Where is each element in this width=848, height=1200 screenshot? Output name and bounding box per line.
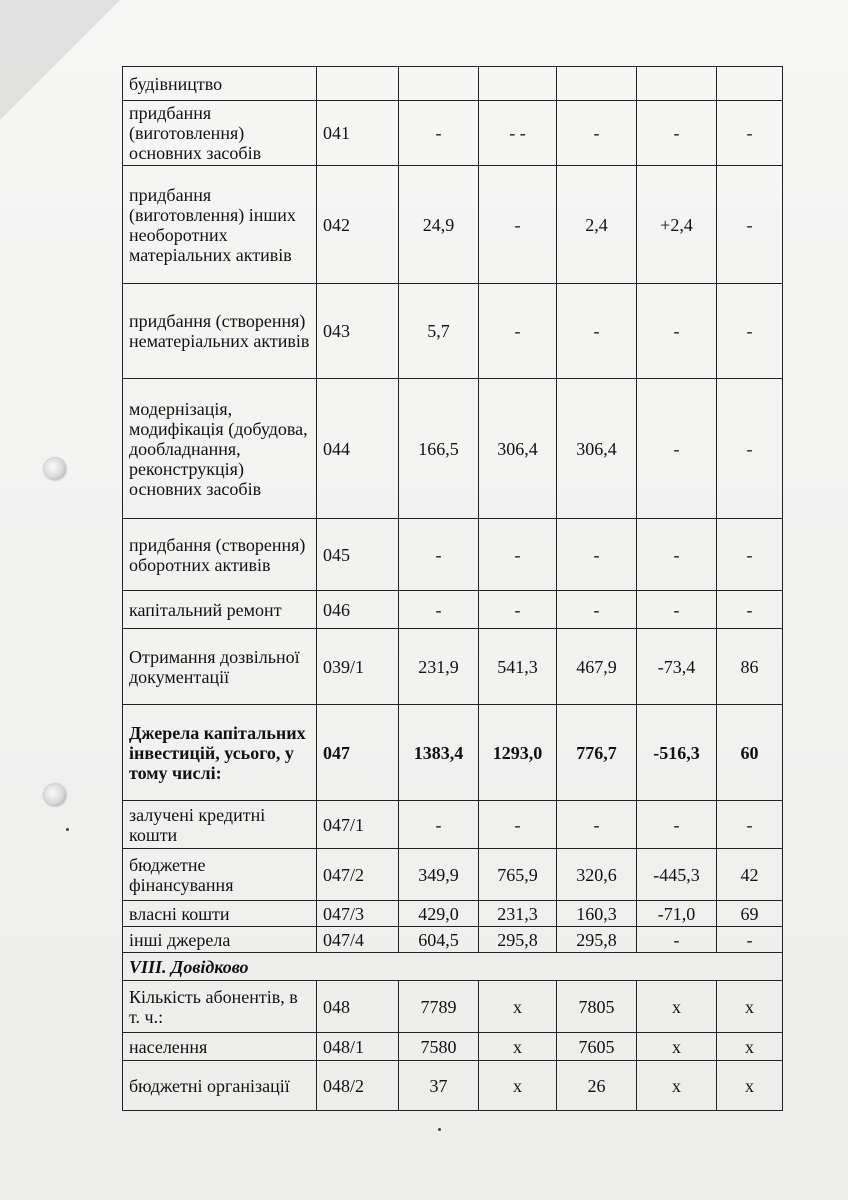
value-cell-3: 2,4 (557, 166, 637, 284)
value-cell-2: - (479, 166, 557, 284)
value-cell-1: - (399, 591, 479, 629)
value-cell-5: х (717, 1033, 783, 1061)
value-cell-3: - (557, 519, 637, 591)
value-cell-2: х (479, 1033, 557, 1061)
table-row (123, 519, 783, 591)
value-cell-4: - (637, 801, 717, 849)
value-cell-5: - (717, 379, 783, 519)
value-cell-4: -516,3 (637, 705, 717, 801)
value-cell-3: 320,6 (557, 849, 637, 901)
value-cell-3: 776,7 (557, 705, 637, 801)
row-code-cell: 045 (317, 519, 399, 591)
value-cell-5: - (717, 801, 783, 849)
row-name-cell: бюджетне фінансування (123, 849, 317, 901)
value-cell-1: 24,9 (399, 166, 479, 284)
value-cell-1: 7789 (399, 981, 479, 1033)
value-cell-2: х (479, 981, 557, 1033)
table-row (123, 101, 783, 166)
value-cell-4: +2,4 (637, 166, 717, 284)
value-cell-4 (637, 67, 717, 101)
value-cell-3: - (557, 284, 637, 379)
value-cell-5: 60 (717, 705, 783, 801)
section-title: VIII. Довідково (123, 953, 783, 981)
value-cell-3: - (557, 801, 637, 849)
value-cell-4: - (637, 101, 717, 166)
value-cell-5: 42 (717, 849, 783, 901)
row-name-cell: придбання (виготовлення) основних засобів (123, 101, 317, 166)
value-cell-2: - (479, 284, 557, 379)
row-name-cell: капітальний ремонт (123, 591, 317, 629)
row-code-cell: 048/1 (317, 1033, 399, 1061)
value-cell-4: х (637, 1061, 717, 1111)
row-name-cell: Кількість абонентів, в т. ч.: (123, 981, 317, 1033)
row-code-cell: 047/3 (317, 901, 399, 927)
value-cell-5: - (717, 591, 783, 629)
row-code-cell: 041 (317, 101, 399, 166)
financial-table (122, 66, 783, 1111)
value-cell-2: 231,3 (479, 901, 557, 927)
value-cell-4: - (637, 927, 717, 953)
value-cell-5: 86 (717, 629, 783, 705)
value-cell-5 (717, 67, 783, 101)
value-cell-2: 765,9 (479, 849, 557, 901)
table-row (123, 629, 783, 705)
value-cell-2: 306,4 (479, 379, 557, 519)
value-cell-2: - (479, 801, 557, 849)
row-name-cell: будівництво (123, 67, 317, 101)
punch-hole-top (44, 458, 66, 480)
value-cell-2: - - (479, 101, 557, 166)
value-cell-1: 7580 (399, 1033, 479, 1061)
value-cell-2: 1293,0 (479, 705, 557, 801)
value-cell-5: х (717, 981, 783, 1033)
folded-corner (0, 0, 120, 120)
value-cell-1: - (399, 101, 479, 166)
row-code-cell: 048 (317, 981, 399, 1033)
row-name-cell: придбання (створення) оборотних активів (123, 519, 317, 591)
value-cell-3: 7605 (557, 1033, 637, 1061)
value-cell-4: -445,3 (637, 849, 717, 901)
value-cell-3: 7805 (557, 981, 637, 1033)
table-row (123, 801, 783, 849)
value-cell-3: 295,8 (557, 927, 637, 953)
row-name-cell: залучені кредитні кошти (123, 801, 317, 849)
row-code-cell: 047/2 (317, 849, 399, 901)
row-code-cell (317, 67, 399, 101)
row-code-cell: 039/1 (317, 629, 399, 705)
table-row (123, 166, 783, 284)
row-code-cell: 043 (317, 284, 399, 379)
row-name-cell: Джерела капітальних інвестицій, усього, у тому числі: (123, 705, 317, 801)
row-name-cell: бюджетні організації (123, 1061, 317, 1111)
table-row (123, 284, 783, 379)
value-cell-4: - (637, 591, 717, 629)
row-code-cell: 044 (317, 379, 399, 519)
table-row (123, 1033, 783, 1061)
table-row (123, 591, 783, 629)
table-row (123, 379, 783, 519)
value-cell-3: 26 (557, 1061, 637, 1111)
row-name-cell: населення (123, 1033, 317, 1061)
value-cell-1: 604,5 (399, 927, 479, 953)
value-cell-4: х (637, 981, 717, 1033)
value-cell-1: 37 (399, 1061, 479, 1111)
row-code-cell: 048/2 (317, 1061, 399, 1111)
value-cell-3: 160,3 (557, 901, 637, 927)
value-cell-3: - (557, 591, 637, 629)
table-row (123, 981, 783, 1033)
value-cell-5: - (717, 166, 783, 284)
value-cell-1: 5,7 (399, 284, 479, 379)
value-cell-5: - (717, 519, 783, 591)
value-cell-3 (557, 67, 637, 101)
value-cell-1 (399, 67, 479, 101)
table-row (123, 849, 783, 901)
value-cell-2 (479, 67, 557, 101)
ink-dot (438, 1128, 441, 1131)
value-cell-4: - (637, 284, 717, 379)
value-cell-2: 295,8 (479, 927, 557, 953)
table-row (123, 1061, 783, 1111)
value-cell-5: х (717, 1061, 783, 1111)
row-code-cell: 046 (317, 591, 399, 629)
value-cell-3: - (557, 101, 637, 166)
value-cell-5: - (717, 101, 783, 166)
table-row (123, 927, 783, 953)
table-row (123, 67, 783, 101)
row-name-cell: модернізація, модифікація (добудова, дообладнання, реконструкція) основних засобів (123, 379, 317, 519)
value-cell-2: х (479, 1061, 557, 1111)
value-cell-4: - (637, 519, 717, 591)
value-cell-1: 1383,4 (399, 705, 479, 801)
value-cell-2: - (479, 591, 557, 629)
row-name-cell: Отримання дозвільної документації (123, 629, 317, 705)
value-cell-5: - (717, 927, 783, 953)
table-row (123, 901, 783, 927)
value-cell-2: 541,3 (479, 629, 557, 705)
value-cell-1: 349,9 (399, 849, 479, 901)
value-cell-5: 69 (717, 901, 783, 927)
row-code-cell: 047/1 (317, 801, 399, 849)
value-cell-1: - (399, 519, 479, 591)
punch-hole-bottom (44, 784, 66, 806)
row-code-cell: 047/4 (317, 927, 399, 953)
value-cell-1: 429,0 (399, 901, 479, 927)
value-cell-3: 306,4 (557, 379, 637, 519)
value-cell-4: х (637, 1033, 717, 1061)
row-name-cell: інші джерела (123, 927, 317, 953)
row-code-cell: 042 (317, 166, 399, 284)
value-cell-5: - (717, 284, 783, 379)
value-cell-3: 467,9 (557, 629, 637, 705)
row-name-cell: власні кошти (123, 901, 317, 927)
value-cell-4: -73,4 (637, 629, 717, 705)
value-cell-1: - (399, 801, 479, 849)
row-code-cell: 047 (317, 705, 399, 801)
value-cell-1: 231,9 (399, 629, 479, 705)
row-name-cell: придбання (створення) нематеріальних активів (123, 284, 317, 379)
value-cell-1: 166,5 (399, 379, 479, 519)
value-cell-4: - (637, 379, 717, 519)
value-cell-4: -71,0 (637, 901, 717, 927)
row-name-cell: придбання (виготовлення) інших необоротних матеріальних активів (123, 166, 317, 284)
section-header-row (123, 953, 783, 981)
ink-dot (66, 828, 69, 831)
table-row (123, 705, 783, 801)
value-cell-2: - (479, 519, 557, 591)
